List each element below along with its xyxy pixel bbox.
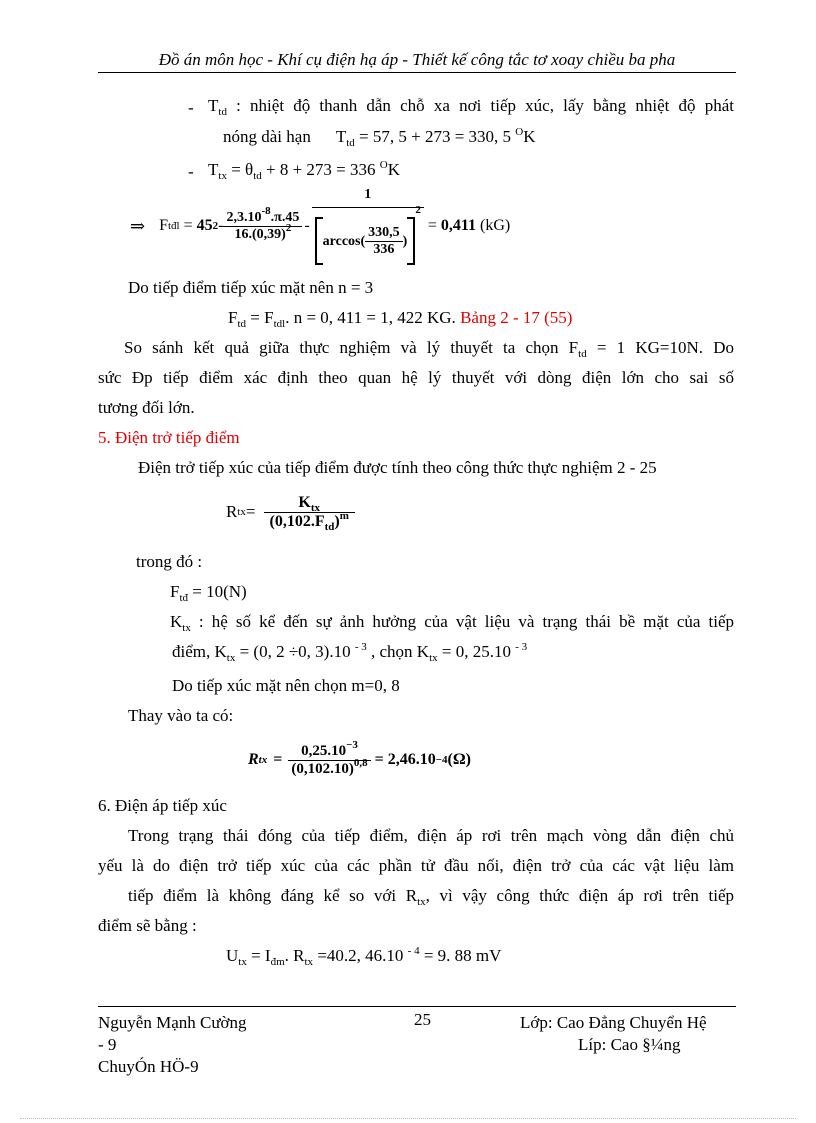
ftd-equation: $F_{td} = F_{tdl}$. n = 0, 411 = 1, 422 KG. Bảng 2 - 17 (55): [228, 308, 573, 330]
comparison-paragraph-line1: So sánh kết quả giữa thực nghiệm và lý thuyết ta chọn $F_{td} = 1$ KG=10N. Do: [124, 338, 734, 360]
section-heading-5: 5. Điện trở tiếp điểm: [98, 428, 240, 447]
ttd-definition: $T_{td}$ : nhiệt độ thanh dẫn chỗ xa nơi tiếp xúc, lấy bằng nhiệt độ phát: [208, 96, 734, 118]
comparison-paragraph-line3: tương đối lớn.: [98, 398, 195, 417]
voltage-paragraph-line3: tiếp điểm là không đáng kể so với $R_{tx}$, vì vậy công thức điện áp rơi trên tiếp: [128, 886, 734, 908]
where-label: trong đó :: [136, 552, 203, 571]
utx-equation: $U_{tx} = I_{đm}$. $R_{tx} =40.2$, 46.10 $^{- 4}$ = 9. 88 mV: [226, 945, 502, 968]
resistance-intro: Điện trở tiếp xúc của tiếp điểm được tính theo công thức thực nghiệm 2 - 25: [138, 458, 657, 477]
bullet-dash: -: [188, 98, 194, 117]
implies-arrow: ⇒: [130, 215, 146, 236]
ftd-given: $F_{tđ} = 10(N)$: [170, 582, 247, 604]
footer-author-line2: - 9: [98, 1035, 117, 1054]
page-bottom-border: [20, 1118, 796, 1119]
ktx-range: điểm, $K_{tx} = (0$, 2 ÷0, 3).10 $^{- 3}$ , chọn $K_{tx} = 0$, 25.10 $^{- 3}$: [172, 641, 528, 664]
footer-class-line2: Líp: Cao §¼ng: [578, 1035, 681, 1054]
voltage-paragraph-line2: yếu là do điện trở tiếp xúc của các phần tử đầu nối, điện trở của các vật liệu làm: [98, 856, 734, 875]
ktx-definition: $K_{tx}$ : hệ số kể đến sự ảnh hưởng của vật liệu và trạng thái bề mặt của tiếp: [170, 612, 734, 634]
header-rule: [98, 72, 736, 73]
voltage-paragraph-line4: điểm sẽ bằng :: [98, 916, 197, 935]
formula-rtx-result: R tx = $\frac{0,25.10^{-3}}{(0,102.10)^{0,8}}$ = 2,46.10 −4 (Ω): [248, 738, 471, 777]
ttx-value-line: $T_{tx} = \theta_{td} + 8 + 273 = 336$ $^O$K: [208, 159, 400, 182]
table-reference: Bảng 2 - 17 (55): [460, 308, 573, 327]
footer-author: Nguyễn Mạnh Cường: [98, 1013, 247, 1032]
footer-rule: [98, 1006, 736, 1007]
page-number: 25: [414, 1010, 431, 1029]
voltage-paragraph-line1: Trong trạng thái đóng của tiếp điểm, điện áp rơi trên mạch vòng dẫn điện chủ: [128, 826, 734, 845]
m-choice: Do tiếp xúc mặt nên chọn m=0, 8: [172, 676, 400, 695]
page-header-title: Đồ án môn học - Khí cụ điện hạ áp - Thiết kế công tắc tơ xoay chiều ba pha: [158, 50, 676, 69]
footer-class: Lớp: Cao Đẳng Chuyển Hệ: [520, 1013, 707, 1032]
substitution-label: Thay vào ta có:: [128, 706, 234, 725]
bullet-dash: -: [188, 162, 194, 181]
section-heading-6: 6. Điện áp tiếp xúc: [98, 796, 227, 815]
formula-rtx-general: R tx = $\frac{K_{tx}}{(0,102.F_{td})^m}$: [226, 488, 355, 536]
ttd-value-line: nóng dài hạn $T_{td} = 57$, 5 + 273 = 330, 5 $^O$K: [223, 126, 536, 149]
contact-count-note: Do tiếp điểm tiếp xúc mặt nên n = 3: [128, 278, 374, 297]
footer-author-line3: ChuyÓn HÖ-9: [98, 1057, 199, 1076]
formula-ftdl: ⇒ F tđl = 45 2 - $\frac{2,3.10^{-8}.\pi.45}{16.(0,39)^2}$ - 1 arccos( $\frac{330,5}{336}$ )$^2$ = 0,411 (kG): [130, 186, 510, 266]
comparison-paragraph-line2: sức Đp tiếp điểm xác định theo quan hệ lý thuyết với dòng điện lớn cho sai số: [98, 368, 734, 387]
